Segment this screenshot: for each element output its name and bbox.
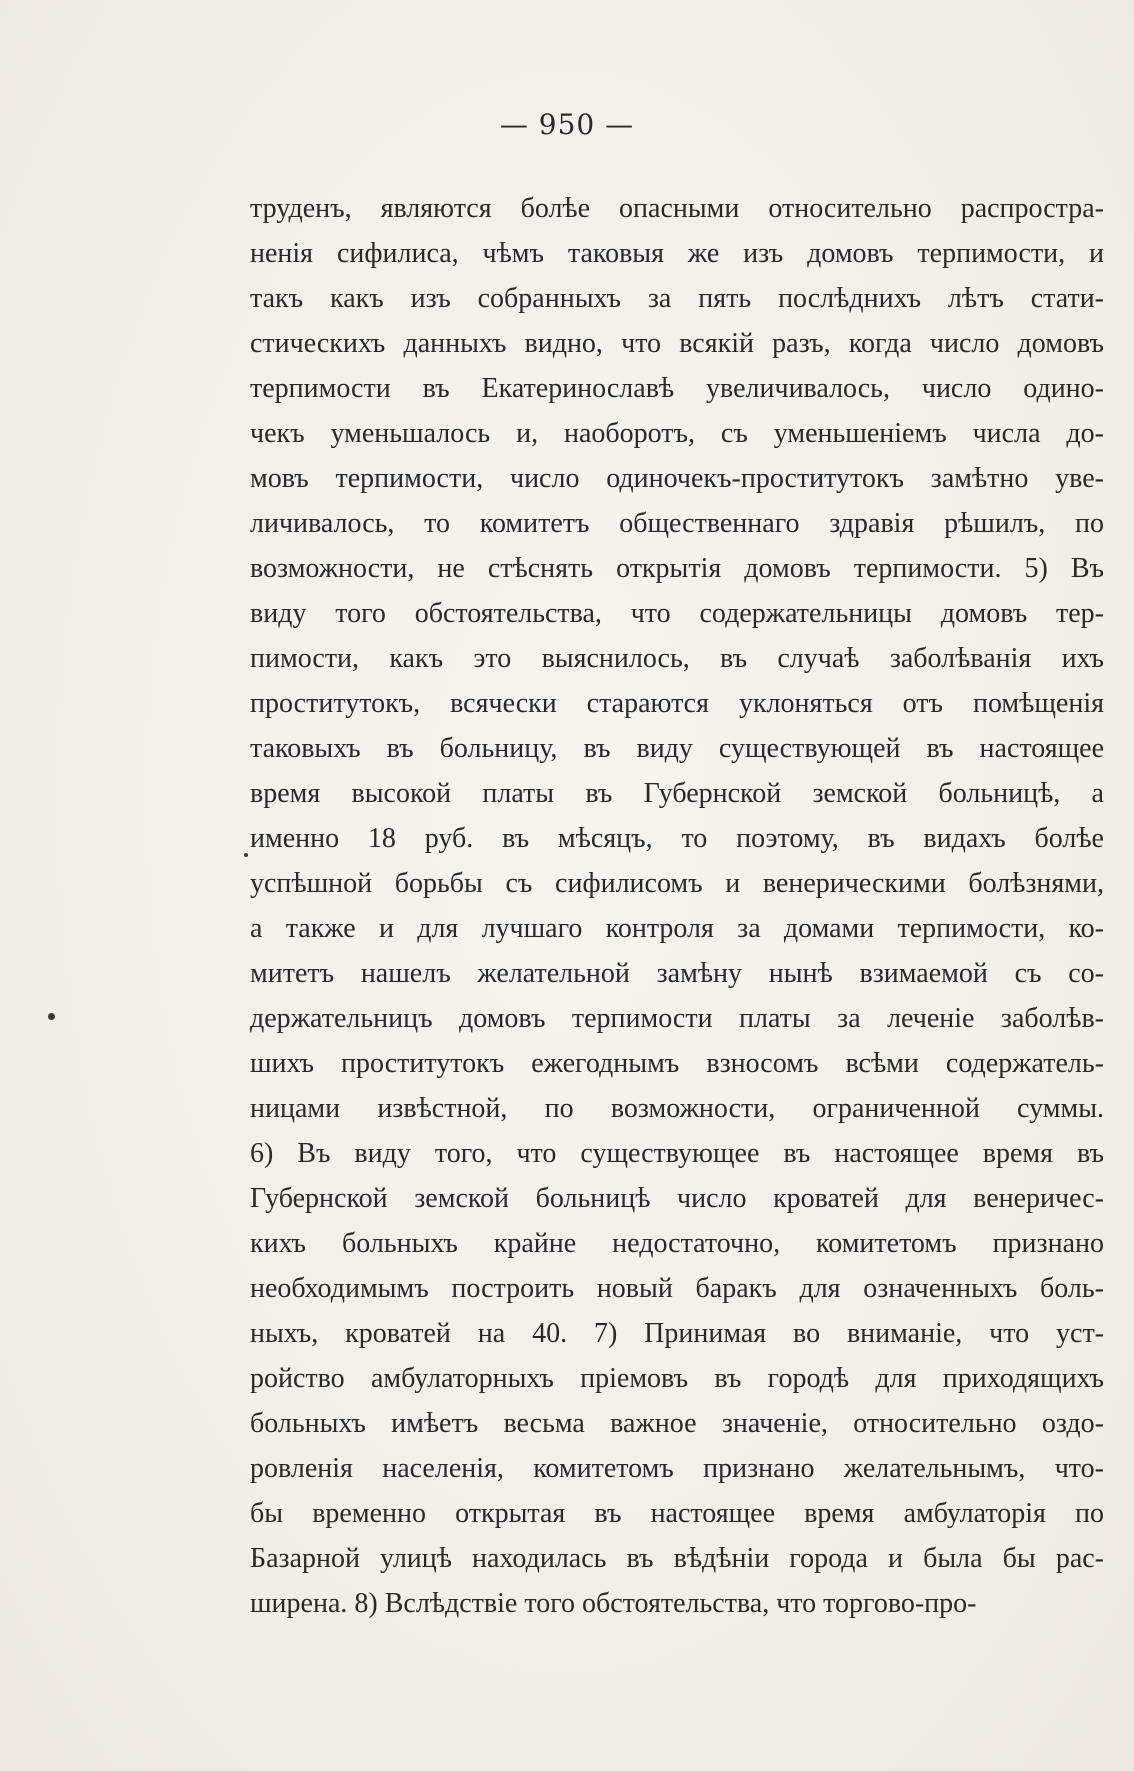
text-line: больныхъ имѣетъ весьма важное значеніе, относительно оздо- (250, 1408, 1104, 1439)
text-line: стическихъ данныхъ видно, что всякій разъ, когда число домовъ (250, 328, 1104, 359)
text-line: ненія сифилиса, чѣмъ таковыя же изъ домовъ терпимости, и (250, 238, 1104, 269)
text-line: именно 18 руб. въ мѣсяцъ, то поэтому, въ видахъ болѣе (250, 823, 1104, 854)
text-line: Губернской земской больницѣ число кроватей для венеричес- (250, 1183, 1104, 1214)
text-line: митетъ нашелъ желательной замѣну нынѣ взимаемой съ со- (250, 958, 1104, 989)
text-line: терпимости въ Екатеринославѣ увеличивалось, число одино- (250, 373, 1104, 404)
text-line: ницами извѣстной, по возможности, ограниченной суммы. (250, 1093, 1104, 1124)
text-line: личивалось, то комитетъ общественнаго здравія рѣшилъ, по (250, 508, 1104, 539)
text-line: ширена. 8) Вслѣдствіе того обстоятельства, что торгово-про- (250, 1588, 977, 1619)
ink-speck (244, 853, 248, 857)
text-line: возможности, не стѣснять открытія домовъ терпимости. 5) Въ (250, 553, 1104, 584)
text-line: проститутокъ, всячески стараются уклоняться отъ помѣщенія (250, 688, 1104, 719)
ink-speck (48, 1013, 55, 1020)
text-line: бы временно открытая въ настоящее время амбулаторія по (250, 1498, 1104, 1529)
text-line: чекъ уменьшалось и, наоборотъ, съ уменьшеніемъ числа до- (250, 418, 1104, 449)
text-line: виду того обстоятельства, что содержательницы домовъ тер- (250, 598, 1104, 629)
body-text (250, 186, 1104, 1626)
text-line: такъ какъ изъ собранныхъ за пять послѣднихъ лѣтъ стати- (250, 283, 1104, 314)
text-line: держательницъ домовъ терпимости платы за леченіе заболѣв- (250, 1003, 1104, 1034)
text-line: ровленія населенія, комитетомъ признано желательнымъ, что- (250, 1453, 1104, 1484)
text-line: мовъ терпимости, число одиночекъ-проститутокъ замѣтно уве- (250, 463, 1104, 494)
text-line: ройство амбулаторныхъ пріемовъ въ городѣ для приходящихъ (250, 1363, 1104, 1394)
text-line: успѣшной борьбы съ сифилисомъ и венерическими болѣзнями, (250, 868, 1104, 899)
text-line: шихъ проститутокъ ежегоднымъ взносомъ всѣми содержатель- (250, 1048, 1104, 1079)
text-line: 6) Въ виду того, что существующее въ настоящее время въ (250, 1138, 1104, 1169)
text-line: необходимымъ построить новый баракъ для означенныхъ боль- (250, 1273, 1104, 1304)
text-line: а также и для лучшаго контроля за домами терпимости, ко- (250, 913, 1104, 944)
text-line: кихъ больныхъ крайне недостаточно, комитетомъ признано (250, 1228, 1104, 1259)
text-line: Базарной улицѣ находилась въ вѣдѣніи города и была бы рас- (250, 1543, 1104, 1574)
text-line: пимости, какъ это выяснилось, въ случаѣ заболѣванія ихъ (250, 643, 1104, 674)
text-line: время высокой платы въ Губернской земской больницѣ, а (250, 778, 1104, 809)
page-number: — 950 — (499, 108, 635, 141)
text-line: ныхъ, кроватей на 40. 7) Принимая во вниманіе, что уст- (250, 1318, 1104, 1349)
text-line: труденъ, являются болѣе опасными относительно распростра- (250, 193, 1104, 224)
text-line: таковыхъ въ больницу, въ виду существующей въ настоящее (250, 733, 1104, 764)
